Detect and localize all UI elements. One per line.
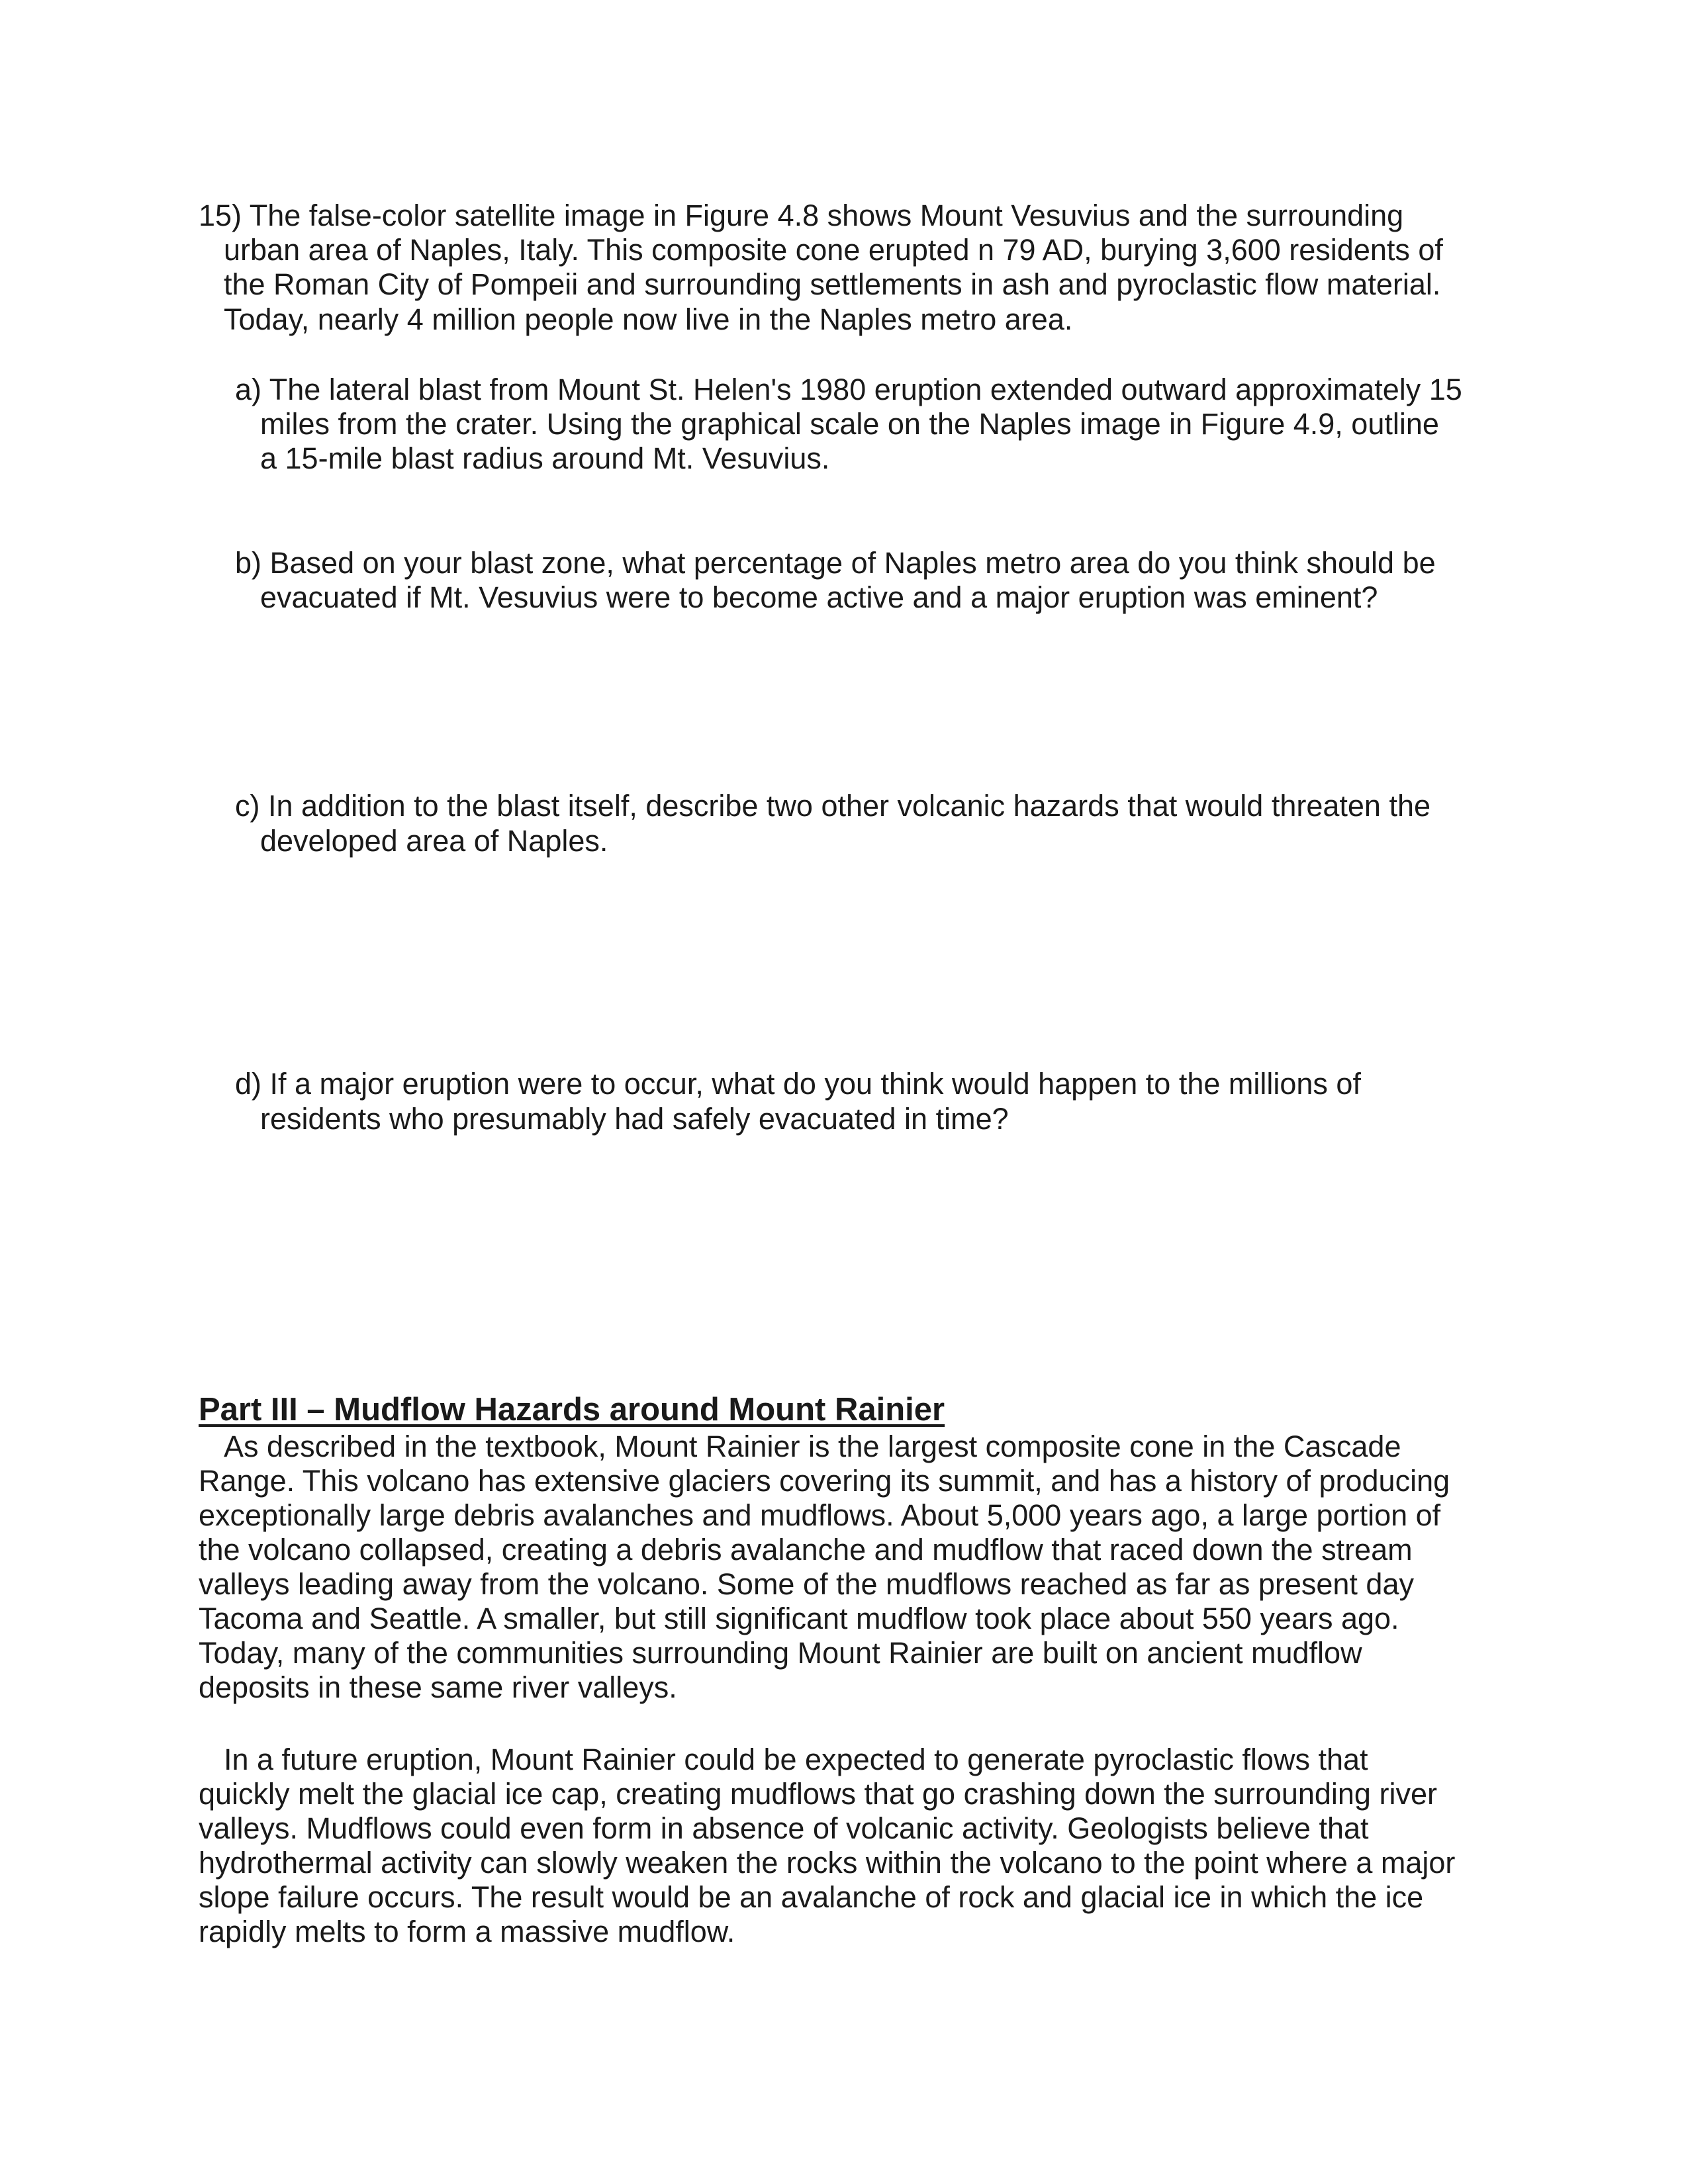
part-a-line: a 15-mile blast radius around Mt. Vesuvius.	[260, 441, 830, 475]
question-15-line: 15) The false-color satellite image in Figure 4.8 shows Mount Vesuvius and the surrounding	[199, 199, 1404, 232]
paragraph-line: Today, many of the communities surrounding Mount Rainier are built on ancient mudflow	[199, 1636, 1362, 1670]
paragraph-line: Range. This volcano has extensive glaciers covering its summit, and has a history of producing	[199, 1464, 1450, 1498]
paragraph-line: valleys. Mudflows could even form in absence of volcanic activity. Geologists believe that	[199, 1811, 1369, 1845]
part-d-line: residents who presumably had safely evacuated in time?	[260, 1102, 1009, 1136]
paragraph-line: quickly melt the glacial ice cap, creating mudflows that go crashing down the surrounding river	[199, 1777, 1437, 1811]
question-15-line: Today, nearly 4 million people now live in the Naples metro area.	[224, 302, 1073, 336]
part-a-line: a) The lateral blast from Mount St. Helen's 1980 eruption extended outward approximately 15	[235, 373, 1462, 406]
paragraph-line: In a future eruption, Mount Rainier could be expected to generate pyroclastic flows that	[224, 1743, 1368, 1776]
paragraph-line: exceptionally large debris avalanches and mudflows. About 5,000 years ago, a large portion of	[199, 1498, 1441, 1532]
paragraph-line: hydrothermal activity can slowly weaken the rocks within the volcano to the point where a major	[199, 1846, 1456, 1880]
paragraph-line: slope failure occurs. The result would be an avalanche of rock and glacial ice in which the ice	[199, 1880, 1424, 1914]
paragraph-line: rapidly melts to form a massive mudflow.	[199, 1915, 735, 1948]
question-15-line: the Roman City of Pompeii and surrounding settlements in ash and pyroclastic flow material.	[224, 267, 1441, 301]
part-c-line: c) In addition to the blast itself, describe two other volcanic hazards that would threaten the	[235, 789, 1431, 823]
paragraph-line: deposits in these same river valleys.	[199, 1670, 677, 1704]
question-15-line: urban area of Naples, Italy. This composite cone erupted n 79 AD, burying 3,600 residents of	[224, 233, 1443, 267]
part-b-line: evacuated if Mt. Vesuvius were to become active and a major eruption was eminent?	[260, 580, 1378, 614]
part-b-line: b) Based on your blast zone, what percentage of Naples metro area do you think should be	[235, 546, 1436, 580]
paragraph-line: the volcano collapsed, creating a debris avalanche and mudflow that raced down the stream	[199, 1533, 1413, 1567]
part-c-line: developed area of Naples.	[260, 824, 608, 858]
paragraph-line: valleys leading away from the volcano. Some of the mudflows reached as far as present day	[199, 1567, 1414, 1601]
part-d-line: d) If a major eruption were to occur, what do you think would happen to the millions of	[235, 1067, 1361, 1101]
paragraph-line: Tacoma and Seattle. A smaller, but still significant mudflow took place about 550 years ago.	[199, 1602, 1399, 1635]
part-a-line: miles from the crater. Using the graphical scale on the Naples image in Figure 4.9, outline	[260, 407, 1439, 441]
paragraph-line: As described in the textbook, Mount Rainier is the largest composite cone in the Cascade	[224, 1430, 1401, 1463]
section-heading: Part III – Mudflow Hazards around Mount Rainier	[199, 1392, 945, 1428]
